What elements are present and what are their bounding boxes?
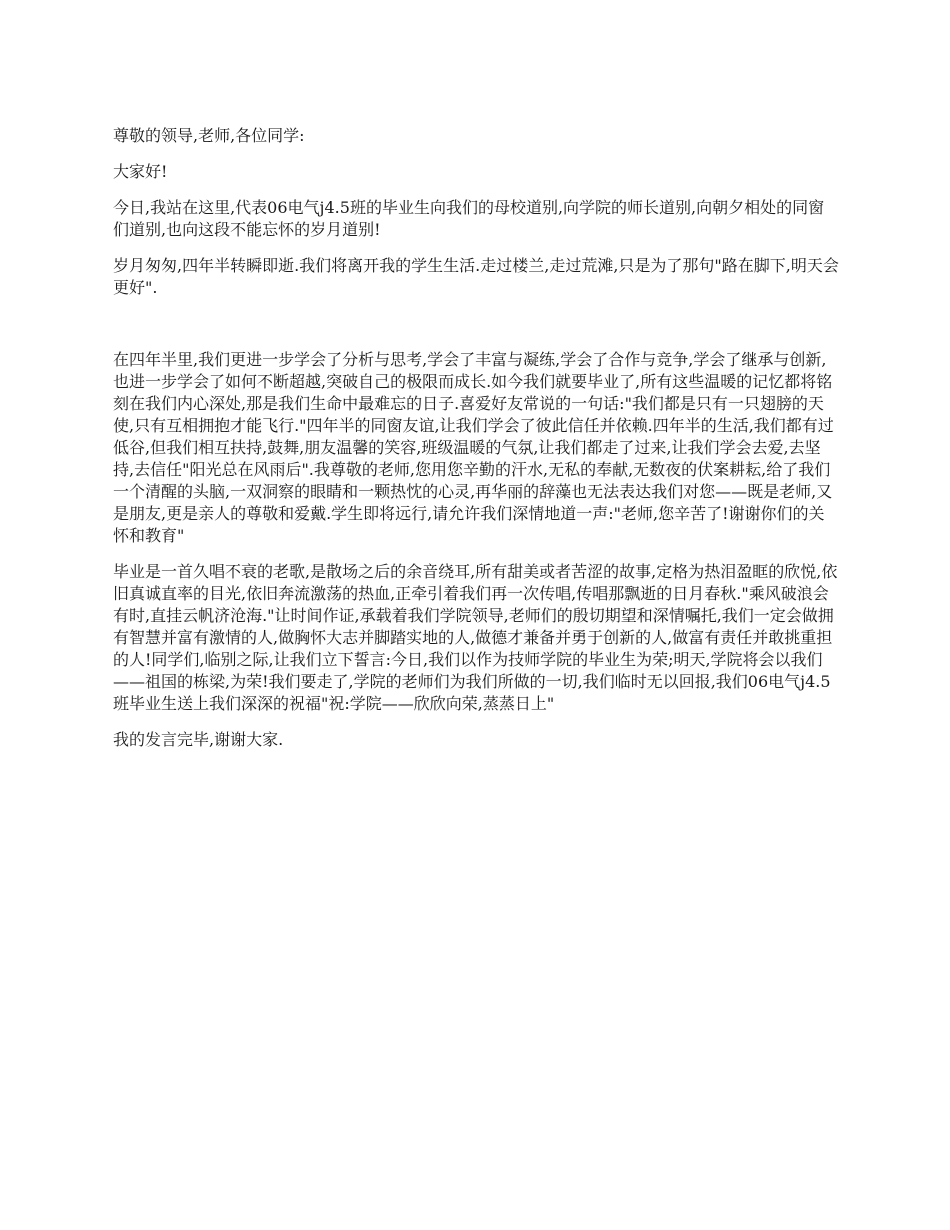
closing: 我的发言完毕,谢谢大家. [113, 730, 284, 749]
paragraph-graduation: 毕业是一首久唱不衰的老歌,是散场之后的余音绕耳,所有甜美或者苦涩的故事,定格为热泪盈眶的欣悦,依旧真诚直率的目光,依旧奔流激荡的热血,正牵引着我们再一次传唱,传唱那飘逝的日月春秋."乘风破浪会有时,直挂云帆济沧海."让时间作证,承载着我们学院领导,老师们的殷切期望和深情嘱托,我们一定会做拥有智慧并富有激情的人,做胸怀大志并脚踏实地的人,做德才兼备并勇于创新的人,做富有责任并敢挑重担的人!同学们,临别之际,让我们立下誓言:今日,我们以作为技师学院的毕业生为荣;明天,学院将会以我们——祖国的栋梁,为荣!我们要走了,学院的老师们为我们所做的一切,我们临时无以回报,我们06电气j4.5班毕业生送上我们深深的祝福"祝:学院——欣欣向荣,蒸蒸日上" [113, 562, 838, 713]
greeting: 大家好! [113, 162, 168, 181]
paragraph-gap [113, 313, 840, 349]
salutation: 尊敬的领导,老师,各位同学: [113, 126, 305, 145]
speech-body [113, 125, 840, 765]
paragraph-farewell: 今日,我站在这里,代表06电气j4.5班的毕业生向我们的母校道别,向学院的师长道别,向朝夕相处的同窗们道别,也向这段不能忘怀的岁月道别! [113, 198, 825, 239]
paragraph-time-passing: 岁月匆匆,四年半转瞬即逝.我们将离开我的学生生活.走过楼兰,走过荒滩,只是为了那句"路在脚下,明天会更好". [113, 256, 839, 297]
paragraph-growth: 在四年半里,我们更进一步学会了分析与思考,学会了丰富与凝练,学会了合作与竞争,学会了继承与创新,也进一步学会了如何不断超越,突破自己的极限而成长.如今我们就要毕业了,所有这些温暖的记忆都将铭刻在我们内心深处,那是我们生命中最难忘的日子.喜爱好友常说的一句话:"我们都是只有一只翅膀的天使,只有互相拥抱才能飞行."四年半的同窗友谊,让我们学会了彼此信任并依赖.四年半的生活,我们都有过低谷,但我们相互扶持,鼓舞,朋友温馨的笑容,班级温暖的气氛,让我们都走了过来,让我们学会去爱,去坚持,去信任"阳光总在风雨后".我尊敬的老师,您用您辛勤的汗水,无私的奉献,无数夜的伏案耕耘,给了我们一个清醒的头脑,一双洞察的眼睛和一颗热忱的心灵,再华丽的辞藻也无法表达我们对您——既是老师,又是朋友,更是亲人的尊敬和爱戴.学生即将远行,请允许我们深情地道一声:"老师,您辛苦了!谢谢你们的关怀和教育" [113, 350, 834, 545]
